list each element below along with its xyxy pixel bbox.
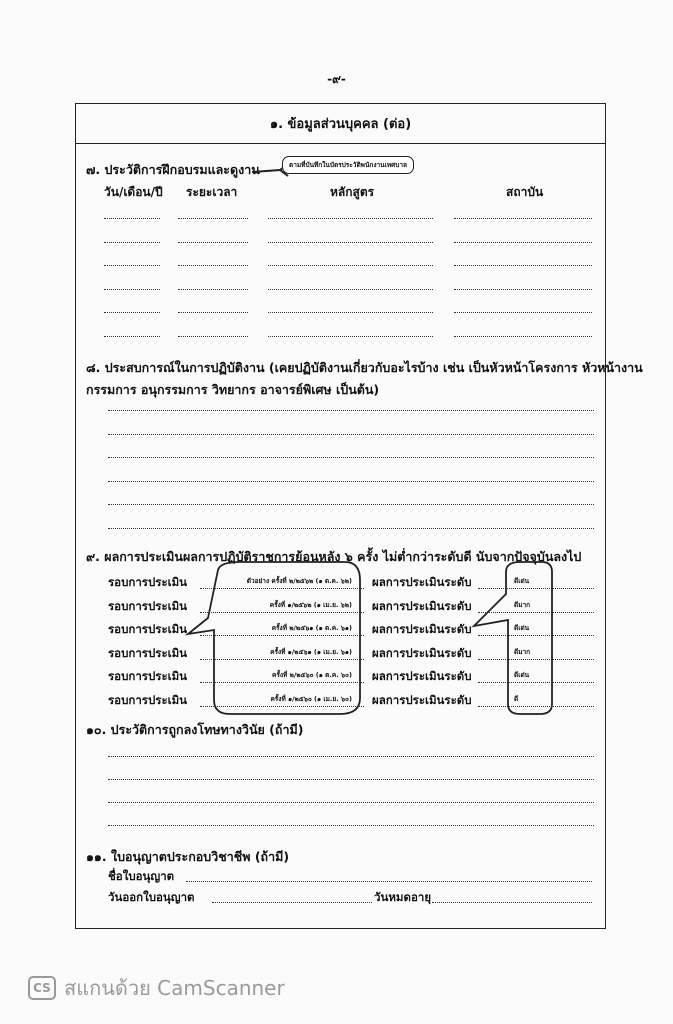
result-label: ผลการประเมินระดับ [372,645,472,660]
experience-line[interactable] [108,434,594,435]
round-field[interactable] [200,706,364,707]
experience-line[interactable] [108,410,594,411]
experience-line[interactable] [108,481,594,482]
round-value: ครั้งที่ ๑/๒๕๖๒ (๑ เม.ย. ๖๒) [269,600,352,609]
training-cell[interactable] [178,218,248,219]
result-field[interactable] [478,706,594,707]
training-cell[interactable] [104,218,160,219]
training-cell[interactable] [178,312,248,313]
training-cell[interactable] [268,336,433,337]
result-value: ดีเด่น [514,671,530,679]
training-cell[interactable] [104,265,160,266]
result-label: ผลการประเมินระดับ [372,622,472,636]
round-label: รอบการประเมิน [108,575,188,589]
training-cell[interactable] [268,312,433,313]
round-label: รอบการประเมิน [108,669,188,683]
training-cell[interactable] [268,242,433,243]
training-cell[interactable] [454,336,592,337]
result-value: ดีเด่น [514,577,530,585]
training-heading: ๗. ประวัติการฝึกอบรมและดูงาน [86,162,260,177]
training-cell[interactable] [104,336,160,337]
result-field[interactable] [478,635,594,636]
result-field[interactable] [478,612,594,613]
round-value: ครั้งที่ ๒/๒๕๖๐ (๑ ต.ค. ๖๐) [272,671,352,679]
round-value: ครั้งที่ ๑/๒๕๖๐ (๑ เม.ย. ๖๐) [270,694,352,703]
result-field[interactable] [478,659,594,660]
camscanner-watermark [28,972,285,1004]
result-value: ดีมาก [514,600,531,609]
training-cell[interactable] [178,289,248,290]
training-cell[interactable] [454,312,592,313]
experience-heading-line2: กรรมการ อนุกรรมการ วิทยากร อาจารย์พิเศษ เป็นต้น) [86,382,380,397]
round-label: รอบการประเมิน [108,622,188,636]
round-field[interactable] [200,682,364,683]
license-issue-label: วันออกใบอนุญาต [108,890,195,904]
training-cell[interactable] [454,265,592,266]
result-label: ผลการประเมินระดับ [372,669,472,683]
experience-line[interactable] [108,457,594,458]
evaluation-heading: ๙. ผลการประเมินผลการปฏิบัติราชการย้อนหลัง ๖ ครั้ง ไม่ต่ำกว่าระดับดี นับจากปัจจุบันลงไป [86,549,582,564]
discipline-line[interactable] [108,802,594,803]
round-value: ครั้งที่ ๒/๒๕๖๑ (๑ ต.ค. ๖๑) [271,624,352,632]
license-expiry-field[interactable] [432,902,592,903]
result-label: ผลการประเมินระดับ [372,692,472,707]
discipline-line[interactable] [108,825,594,826]
license-expiry-label: วันหมดอายุ [374,890,432,904]
result-label: ผลการประเมินระดับ [372,575,472,589]
license-issue-field[interactable] [212,902,372,903]
training-cell[interactable] [178,265,248,266]
round-field[interactable] [200,612,364,613]
training-cell[interactable] [268,265,433,266]
round-label: รอบการประเมิน [108,692,188,707]
result-field[interactable] [478,682,594,683]
discipline-heading: ๑๐. ประวัติการถูกลงโทษทางวินัย (ถ้ามี) [86,722,304,737]
training-cell[interactable] [268,218,433,219]
round-field[interactable] [200,635,364,636]
round-field[interactable] [200,588,364,589]
discipline-line[interactable] [108,779,594,780]
training-cell[interactable] [454,242,592,243]
round-label: รอบการประเมิน [108,645,188,660]
section-title: ๑. ข้อมูลส่วนบุคคล (ต่อ) [75,103,606,144]
training-cell[interactable] [104,312,160,313]
license-name-field[interactable] [186,881,592,882]
page-number: -๙- [327,72,346,86]
training-cell[interactable] [178,242,248,243]
training-cell[interactable] [454,218,592,219]
col-date: วัน/เดือน/ปี [104,185,163,199]
round-value: ตัวอย่าง ครั้งที่ ๒/๒๕๖๒ (๑ ต.ค. ๖๒) [246,577,352,585]
license-name-label: ชื่อใบอนุญาต [108,869,175,883]
form-frame [75,103,606,929]
license-heading: ๑๑. ใบอนุญาตประกอบวิชาชีพ (ถ้ามี) [86,849,290,864]
watermark-text: สแกนด้วย CamScanner [64,976,285,1000]
experience-heading-line1: ๘. ประสบการณ์ในการปฏิบัติงาน (เคยปฏิบัติงานเกี่ยวกับอะไรบ้าง เช่น เป็นหัวหน้าโครงการ หัวหน้างาน [86,360,643,375]
training-cell[interactable] [454,289,592,290]
result-field[interactable] [478,588,594,589]
training-cell[interactable] [178,336,248,337]
training-cell[interactable] [104,289,160,290]
discipline-line[interactable] [108,756,594,757]
col-course: หลักสูตร [330,185,375,199]
round-field[interactable] [200,659,364,660]
result-label: ผลการประเมินระดับ [372,598,472,613]
experience-line[interactable] [108,528,594,529]
result-value: ดีเด่น [514,624,530,632]
training-callout: ตามที่บันทึกในบัตรประวัติพนักงานเทศบาล [282,156,414,174]
round-value: ครั้งที่ ๑/๒๕๖๑ (๑ เม.ย. ๖๑) [270,647,352,656]
col-institution: สถาบัน [506,185,544,199]
round-label: รอบการประเมิน [108,598,188,613]
result-value: ดีมาก [514,647,531,656]
camscanner-logo-icon: CS [28,976,56,1000]
experience-line[interactable] [108,504,594,505]
col-duration: ระยะเวลา [186,185,238,199]
training-cell[interactable] [268,289,433,290]
training-cell[interactable] [104,242,160,243]
result-value: ดี [514,694,519,703]
